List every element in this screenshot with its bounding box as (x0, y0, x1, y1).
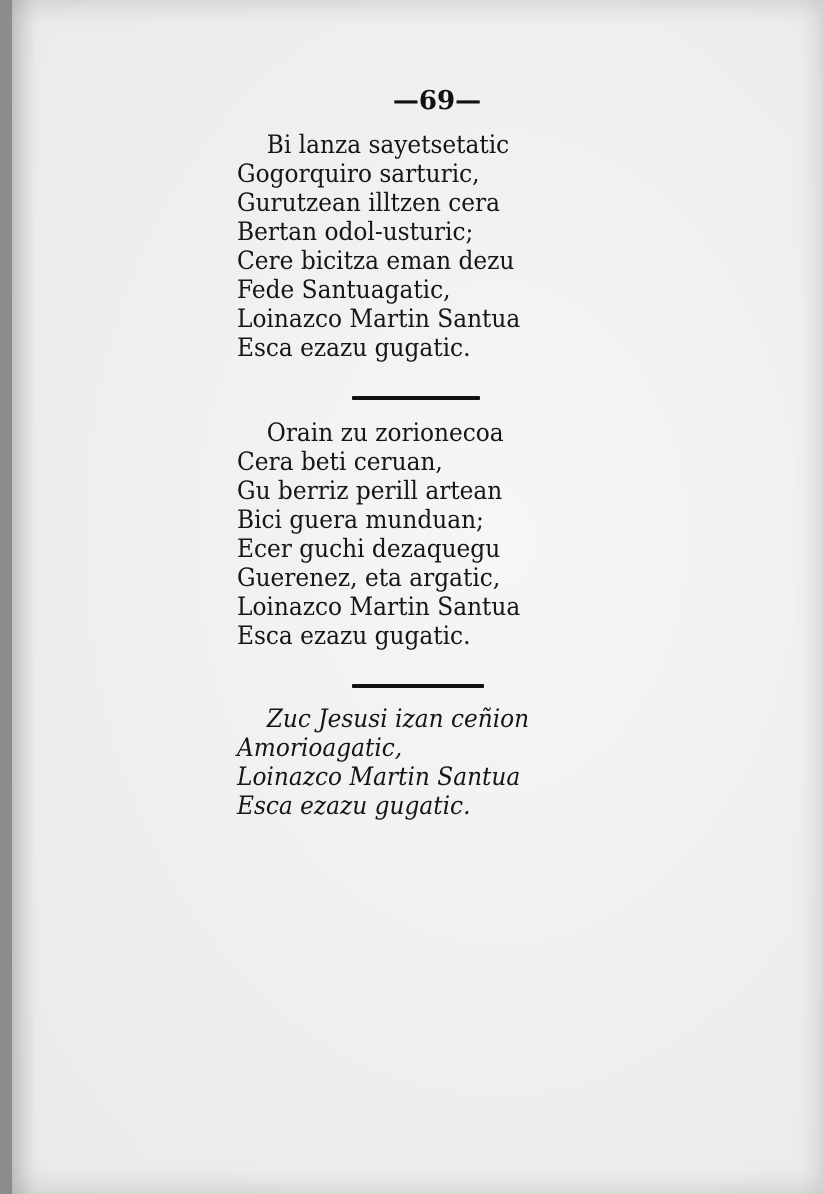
stanza-2 (237, 418, 542, 650)
verse-line: Fede Santuagatic, (237, 275, 451, 304)
verse-line: Loinazco Martin Santua (237, 592, 521, 621)
verse-line: Gu berriz perill artean (237, 476, 503, 505)
verse-line: Bertan odol-usturic; (237, 217, 474, 246)
refrain-line: Loinazco Martin Santua (237, 762, 521, 791)
verse-line: Cere bicitza eman dezu (237, 246, 515, 275)
verse-line: Bici guera munduan; (237, 505, 484, 534)
verse-line: Loinazco Martin Santua (237, 304, 521, 333)
verse-line: Guerenez, eta argatic, (237, 563, 501, 592)
verse-line: Cera beti ceruan, (237, 447, 443, 476)
stanza-divider (352, 396, 480, 400)
verse-line: Esca ezazu gugatic. (237, 333, 471, 362)
verse-line: Gurutzean illtzen cera (237, 188, 501, 217)
stanza-divider (352, 684, 484, 688)
verse-line: Ecer guchi dezaquegu (237, 534, 501, 563)
refrain (237, 704, 551, 820)
verse-line: Gogorquiro sarturic, (237, 159, 480, 188)
page-number: —69— (392, 86, 482, 116)
refrain-line: Amorioagatic, (237, 733, 403, 762)
stanza-1 (237, 130, 542, 362)
book-page (12, 0, 823, 1194)
refrain-line: Esca ezazu gugatic. (237, 791, 471, 820)
verse-line: Bi lanza sayetsetatic (266, 130, 510, 159)
verse-line: Orain zu zorionecoa (266, 418, 504, 447)
refrain-line: Zuc Jesusi izan ceñion (266, 704, 530, 733)
verse-line: Esca ezazu gugatic. (237, 621, 471, 650)
